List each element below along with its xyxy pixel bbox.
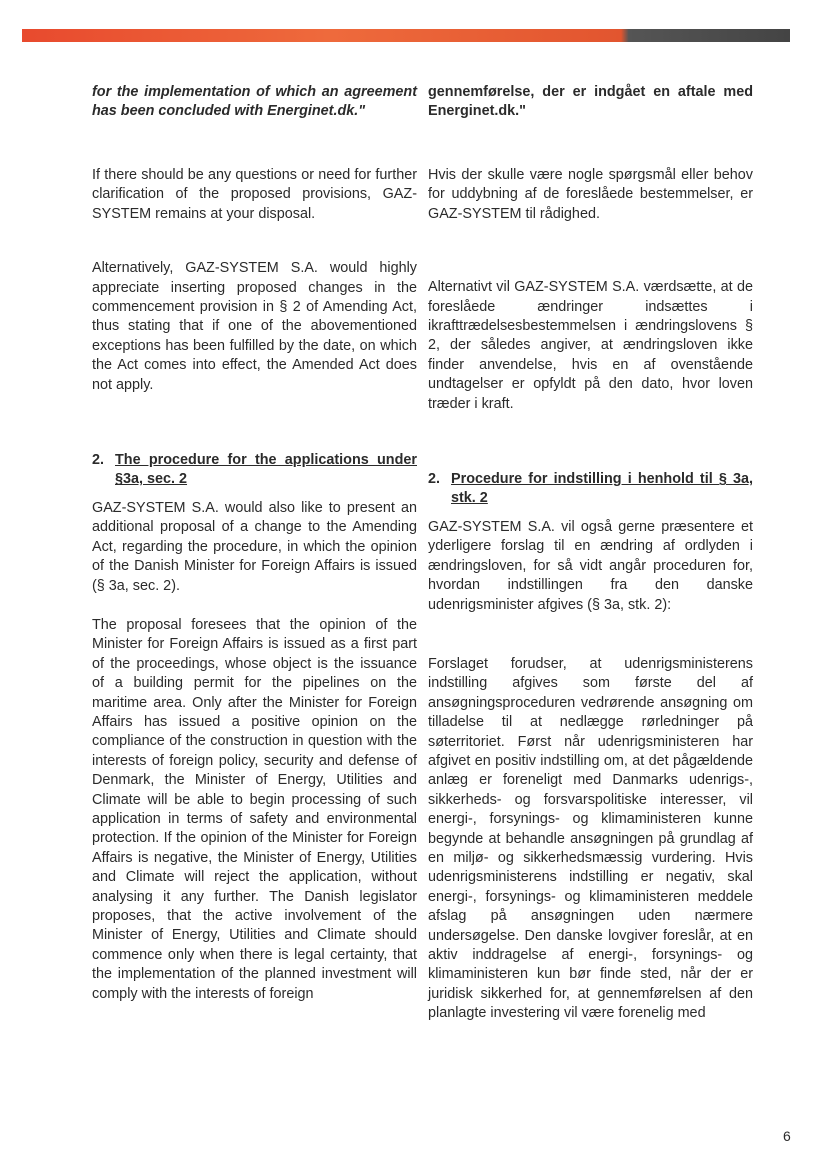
da-heading-text: Procedure for indstilling i henhold til § 3a, stk. 2 [451,471,753,507]
da-alternative-paragraph: Alternativt vil GAZ-SYSTEM S.A. værdsætte, at de foreslåede ændringer indsættes i ikrafttrædelsesbestemmelsen i ændringslovens § 2, der således angiver, at ændringsloven ikke finder anvendelse, hvis en af ovenstående undtagelser er opfyldt på den dato, hvor loven træder i kraft. [428,279,753,412]
da-present-paragraph: GAZ-SYSTEM S.A. vil også gerne præsentere et yderligere forslag til en ændring af ordlyden i ændringsloven, for så vidt angår proceduren for, hvordan indstillingen fra den danske udenrigsminister afgives (§ 3a, stk. 2): [428,518,753,613]
english-column [92,83,417,1004]
header-color-bar [22,29,790,42]
da-lead-text: gennemførelse, der er indgået en aftale med Energinet.dk." [428,84,753,120]
en-heading-text: The procedure for the applications under §3a, sec. 2 [115,452,417,488]
en-questions-paragraph: If there should be any questions or need for further clarification of the proposed provisions, GAZ-SYSTEM remains at your disposal. [92,167,417,222]
en-lead-text: for the implementation of which an agreement has been concluded with Energinet.dk." [92,84,417,120]
danish-column [428,83,753,1024]
da-heading-number: 2. [428,471,441,488]
en-proposal-paragraph: The proposal foresees that the opinion of the Minister for Foreign Affairs is issued as a first part of the proceedings, whose object is the issuance of a building permit for the pipelines on the maritime area. Only after the Minister for Foreign Affairs has issued a positive opinion on the compliance of the construction in question with the interests of foreign policy, security and defense of Denmark, the Minister of Energy, Utilities and Climate will be able to begin processing of such application in terms of safety and environmental protection. If the opinion of the Minister for Foreign Affairs is negative, the Minister of Energy, Utilities and Climate will reject the application, without analysing it any further. The Danish legislator proposes, that the active involvement of the Minister of Energy, Utilities and Climate should commence only when there is legal certainty, that the implementation of the planned investment will comply with the interests of foreign [92,616,417,1002]
da-proposal-paragraph: Forslaget forudser, at udenrigsministerens indstilling afgives som første del af ansøgningsproceduren vedrørende ansøgning om tilladelse til at nedlægge rørledninger på søterritoriet. Først når udenrigsministeren har afgivet en positiv indstilling om, at det pågældende anlæg er foreneligt med Danmarks udenrigs-, sikkerheds- og forsvarspolitiske interesser, vil energi-, forsynings- og klimaministeren kunne begynde at behandle ansøgningen på grundlag af en miljø- og sikkerhedsmæssig vurdering. Hvis udenrigsministerens indstilling er negativ, skal energi-, forsynings- og klimaministeren meddele afslag på ansøgningen uden nærmere undersøgelse. Den danske lovgiver foreslår, at en aktiv inddragelse af energi-, forsynings- og klimaministeren kun bør finde sted, når der er juridisk sikkerhed for, at gennemførelsen af den planlagte investering vil være forenelig med [428,655,753,1022]
en-section-heading [92,451,417,490]
en-alternative-paragraph: Alternatively, GAZ-SYSTEM S.A. would highly appreciate inserting proposed changes in the commencement provision in § 2 of Amending Act, thus stating that if one of the abovementioned exceptions has been fulfilled by the date, on which the Act comes into effect, the Amended Act does not apply. [92,260,417,393]
page-number: 6 [783,1128,791,1144]
da-section-heading [428,470,753,509]
da-questions-paragraph: Hvis der skulle være nogle spørgsmål eller behov for uddybning af de foreslåede bestemmelser, er GAZ-SYSTEM til rådighed. [428,167,753,222]
en-heading-number: 2. [92,452,105,469]
en-present-paragraph: GAZ-SYSTEM S.A. would also like to present an additional proposal of a change to the Amending Act, regarding the procedure, in which the opinion of the Danish Minister for Foreign Affairs is issued (§ 3a, sec. 2). [92,499,417,594]
